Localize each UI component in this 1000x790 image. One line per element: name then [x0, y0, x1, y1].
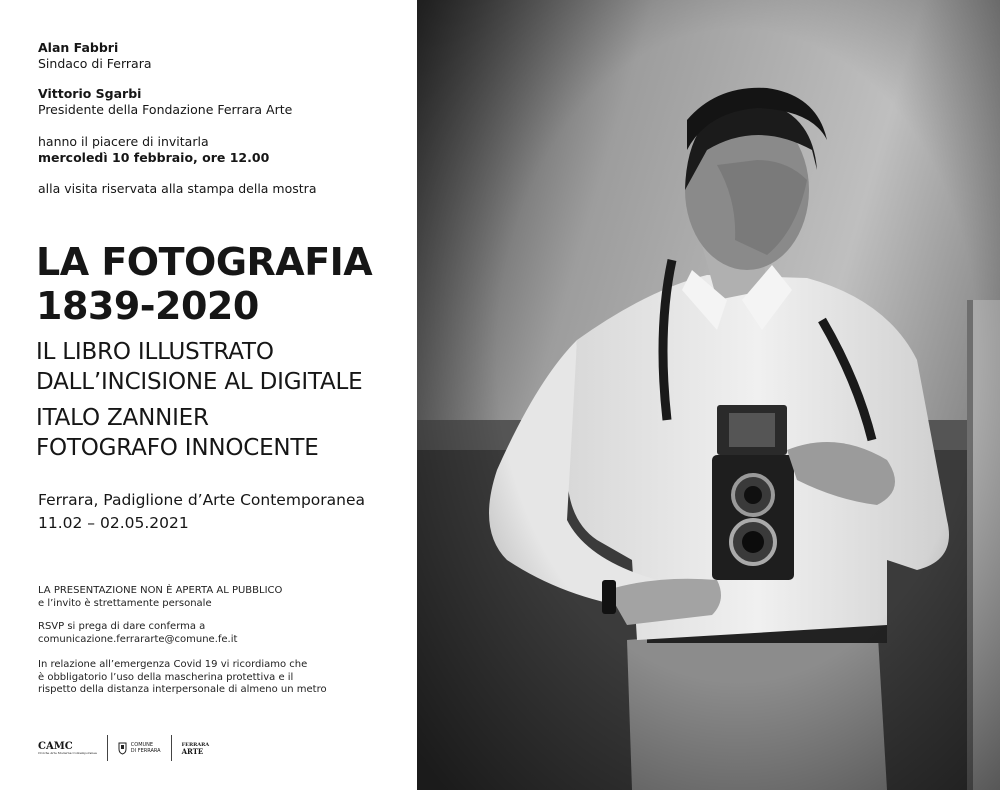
ferrara-arte-logo — [182, 742, 210, 755]
host-1 — [38, 40, 152, 72]
notice-line-1: LA PRESENTAZIONE NON È APERTA AL PUBBLICO — [38, 585, 283, 596]
venue-place: Ferrara, Padiglione d’Arte Contemporanea — [38, 491, 365, 509]
venue-info — [38, 489, 365, 535]
crest-icon — [118, 742, 127, 755]
comune-line-2: DI FERRARA — [130, 748, 161, 754]
subtitle-book-line-2: DALL’INCISIONE AL DIGITALE — [36, 369, 363, 395]
invite-date-time: mercoledì 10 febbraio, ore 12.00 — [38, 150, 270, 165]
invite-intro: hanno il piacere di invitarla — [38, 134, 209, 149]
camc-logo-small: Civiche Arte Moderna Contemporanea — [38, 750, 97, 755]
comune-line-1: COMUNE — [130, 742, 154, 748]
host-role: Sindaco di Ferrara — [38, 56, 152, 71]
camc-logo-text: CAMC — [38, 740, 73, 752]
invitation-text-panel — [0, 0, 417, 790]
comune-logo — [118, 742, 161, 755]
covid-line-3: rispetto della distanza interpersonale di almeno un metro — [38, 684, 327, 695]
camc-logo — [38, 742, 97, 755]
rsvp-email[interactable]: comunicazione.ferrararte@comune.fe.it — [38, 633, 238, 645]
subtitle-zannier — [36, 403, 319, 463]
subtitle-book — [36, 337, 362, 397]
logo-divider — [107, 735, 108, 761]
photographer-self-portrait-image — [417, 0, 1000, 790]
exhibition-title — [36, 240, 372, 328]
photo-illustration — [417, 0, 1000, 790]
venue-dates: 11.02 – 02.05.2021 — [38, 514, 189, 532]
covid-line-1: In relazione all’emergenza Covid 19 vi ricordiamo che — [38, 659, 308, 670]
covid-line-2: è obbligatorio l’uso della mascherina protettiva e il — [38, 671, 294, 683]
rsvp-block — [38, 621, 237, 646]
notice-line-2: e l’invito è strettamente personale — [38, 597, 212, 609]
notice-block — [38, 585, 282, 610]
host-2 — [38, 86, 292, 118]
host-name: Vittorio Sgarbi — [38, 86, 142, 101]
logo-divider — [171, 735, 172, 761]
host-role: Presidente della Fondazione Ferrara Arte — [38, 102, 293, 117]
sponsor-logos — [38, 733, 209, 763]
invitation-line — [38, 134, 269, 166]
ferrara-arte-line-2: ARTE — [181, 746, 204, 756]
title-line-1: LA FOTOGRAFIA — [36, 240, 373, 284]
host-name: Alan Fabbri — [38, 40, 119, 55]
title-line-2: 1839-2020 — [36, 284, 259, 328]
subtitle-zannier-line-2: FOTOGRAFO INNOCENTE — [36, 435, 319, 461]
subtitle-book-line-1: IL LIBRO ILLUSTRATO — [36, 339, 274, 365]
subtitle-zannier-line-1: ITALO ZANNIER — [36, 405, 209, 431]
ferrara-arte-line-1: FERRARA — [181, 741, 210, 748]
rsvp-line-1: RSVP si prega di dare conferma a — [38, 621, 206, 632]
invite-purpose: alla visita riservata alla stampa della mostra — [38, 181, 317, 196]
covid-block — [38, 659, 327, 697]
